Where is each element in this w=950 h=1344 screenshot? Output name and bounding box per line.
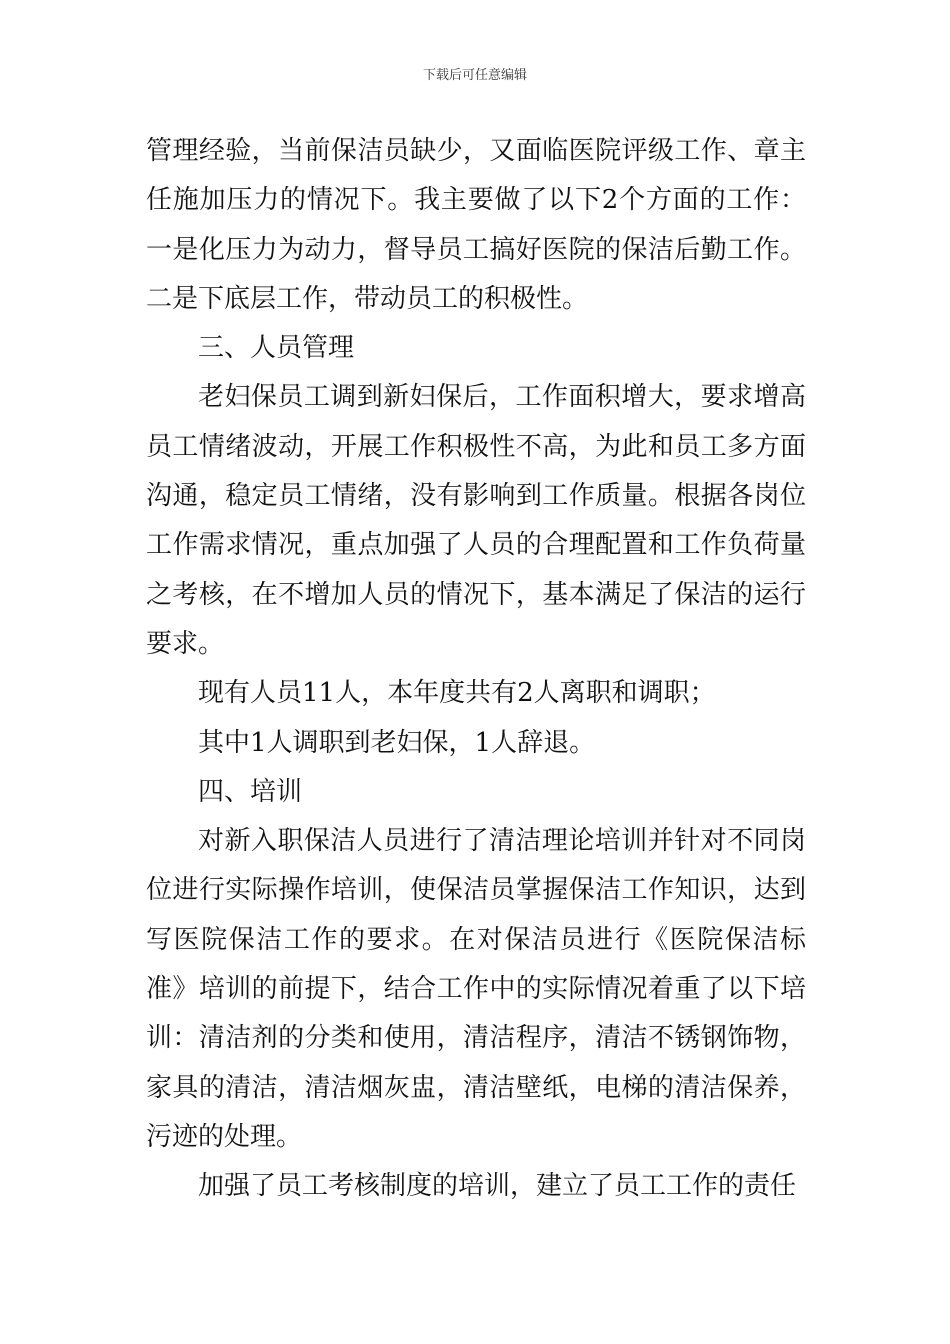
paragraph-training: 对新入职保洁人员进行了清洁理论培训并针对不同岗位进行实际操作培训，使保洁员掌握保洁工作知识，达到写医院保洁工作的要求。在对保洁员进行《医院保洁标准》培训的前提下，结合工作中的实际情况着重了以下培训：清洁剂的分类和使用，清洁程序，清洁不锈钢饰物，家具的清洁，清洁烟灰盅，清洁壁纸，电梯的清洁保养，污迹的处理。	[146, 826, 806, 1152]
section-heading-training: 四、培训	[198, 776, 303, 807]
page-header: 下载后可任意编辑	[422, 68, 527, 83]
paragraph-staff-count: 现有人员11人，本年度共有2人离职和调职；	[198, 678, 716, 709]
paragraph-staff-detail: 其中1人调职到老妇保，1人辞退。	[198, 727, 596, 758]
paragraph-assessment: 加强了员工考核制度的培训，建立了员工工作的责任	[198, 1171, 797, 1202]
paragraph-1: 管理经验，当前保洁员缺少，又面临医院评级工作、章主任施加压力的情况下。我主要做了以下2个方面的工作：一是化压力为动力，督导员工搞好医院的保洁后勤工作。二是下底层工作，带动员工的积极性。	[146, 136, 806, 314]
paragraph-personnel: 老妇保员工调到新妇保后，工作面积增大，要求增高员工情绪波动，开展工作积极性不高，为此和员工多方面沟通，稳定员工情绪，没有影响到工作质量。根据各岗位工作需求情况，重点加强了人员的合理配置和工作负荷量之考核，在不增加人员的情况下，基本满足了保洁的运行要求。	[146, 382, 806, 659]
section-heading-personnel: 三、人员管理	[198, 333, 355, 364]
document-body	[146, 127, 806, 1212]
